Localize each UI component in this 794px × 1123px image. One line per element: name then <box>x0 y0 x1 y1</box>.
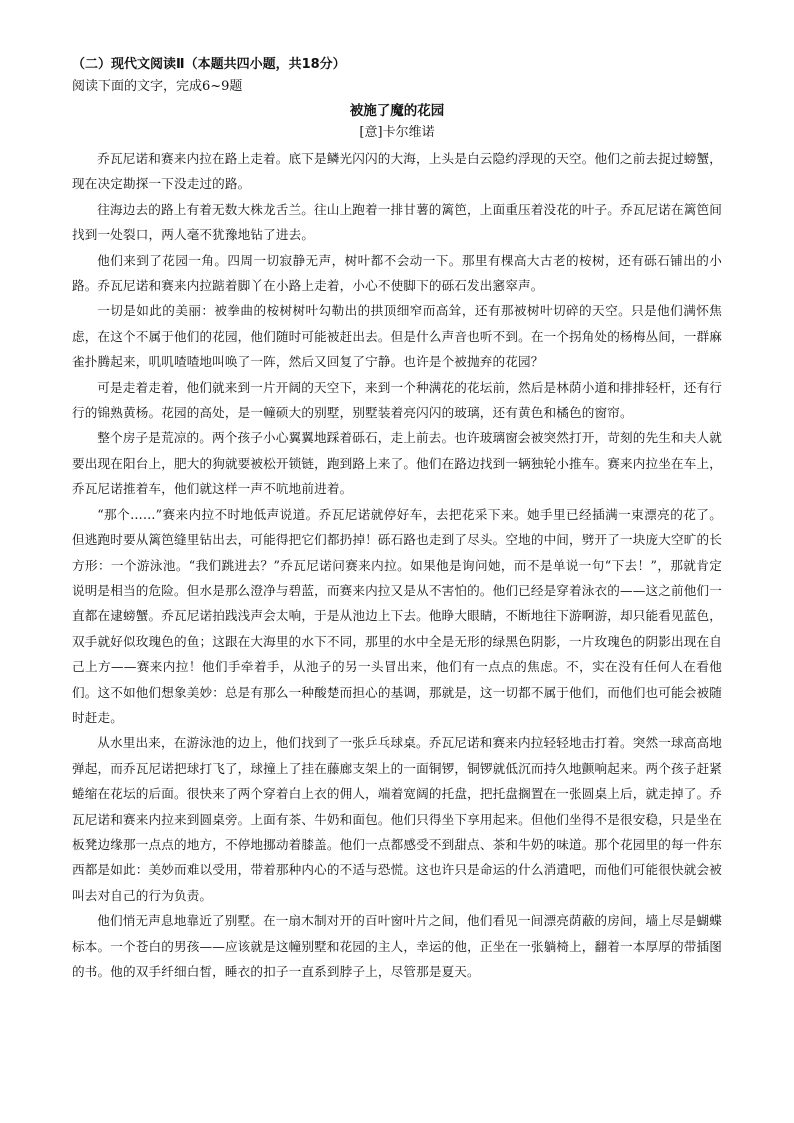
article-body <box>72 146 722 984</box>
paragraph: 往海边去的路上有着无数大株龙舌兰。往山上跑着一排甘薯的篱笆，上面重压着没花的叶子。乔瓦尼诺在篱笆间找到一处裂口，两人毫不犹豫地钻了进去。 <box>72 201 722 243</box>
section-heading: （二）现代文阅读Ⅱ（本题共四小题，共18分） <box>72 57 346 72</box>
paragraph: “那个……”赛来内拉不时地低声说道。乔瓦尼诺就停好车，去把花采下来。她手里已经插满一束漂亮的花了。但逃跑时要从篱笆缝里钻出去，可能得把它们都扔掉！砾石路也走到了尽头。空地的中间，劈开了一块庞大空旷的长方形：一个游泳池。“我们跳进去？”乔瓦尼诺问赛来内拉。如果他是询问她，而不是单说一句“下去！”，那就肯定说明是相当的危险。但水是那么澄净与碧蓝，而赛来内拉又是从不害怕的。他们已经是穿着泳衣的——这之前他们一直都在逮螃蟹。乔瓦尼诺拍践浅声会太响，于是从池边上下去。他睁大眼睛，不断地往下游啊游，却只能看见蓝色，双手就好似玫瑰色的鱼；这跟在大海里的水下不同，那里的水中全是无形的绿黑色阴影，一片玫瑰色的阴影出现在自己上方——赛来内拉！他们手牵着手，从池子的另一头冒出来，他们有一点点的焦虑。不，实在没有任何人在看他们。这不如他们想象美妙：总是有那么一种酸楚而担心的基调，那就是，这一切都不属于他们，而他们也可能会被随时赶走。 <box>72 506 722 725</box>
paragraph: 乔瓦尼诺和赛来内拉在路上走着。底下是鳞光闪闪的大海，上头是白云隐约浮现的天空。他们之前去捉过螃蟹，现在决定勘探一下没走过的路。 <box>72 151 722 192</box>
article-author: [意]卡尔维诺 <box>359 125 435 140</box>
article-title: 被施了魔的花园 <box>349 103 445 119</box>
reading-page <box>72 54 722 984</box>
paragraph: 他们悄无声息地靠近了别墅。在一扇木制对开的百叶窗叶片之间，他们看见一间漂亮荫蔽的房间，墙上尽是蝴蝶标本。一个苍白的男孩——应该就是这幢别墅和花园的主人，幸运的他，正坐在一张躺椅上，翻着一本厚厚的带插图的书。他的双手纤细白皙，睡衣的扣子一直系到脖子上，尽管那是夏天。 <box>72 913 722 979</box>
reading-instruction: 阅读下面的文字，完成6~9题 <box>72 79 243 94</box>
paragraph: 整个房子是荒凉的。两个孩子小心翼翼地踩着砾石，走上前去。也许玻璃窗会被突然打开，苛刻的先生和夫人就要出现在阳台上，肥大的狗就要被松开锁链，跑到路上来了。他们在路边找到一辆独轮小推车。赛来内拉坐在车上，乔瓦尼诺推着车，他们就这样一声不吭地前进着。 <box>72 430 722 497</box>
paragraph: 他们来到了花园一角。四周一切寂静无声，树叶都不会动一下。那里有棵高大古老的桉树，还有砾石铺出的小路。乔瓦尼诺和赛来内拉踮着脚丫在小路上走着，小心不使脚下的砾石发出窸窣声。 <box>72 252 722 294</box>
paragraph: 一切是如此的美丽：被拳曲的桉树树叶勾勒出的拱顶细窄而高耸，还有那被树叶切碎的天空。只是他们满怀焦虑，在这个不属于他们的花园，他们随时可能被赶出去。但是什么声音也听不到。在一个拐角处的杨梅丛间，一群麻雀扑腾起来，叽叽喳喳地叫唤了一阵，然后又回复了宁静。也许是个被抛弃的花园？ <box>72 303 722 370</box>
paragraph: 从水里出来，在游泳池的边上，他们找到了一张乒乓球桌。乔瓦尼诺和赛来内拉轻轻地击打着。突然一球高高地弹起，而乔瓦尼诺把球打飞了，球撞上了挂在藤廊支架上的一面铜锣，铜锣就低沉而持久地颤响起来。两个孩子赶紧蜷缩在花坛的后面。很快来了两个穿着白上衣的佣人，端着宽阔的托盘，把托盘搁置在一张圆桌上后，就走掉了。乔瓦尼诺和赛来内拉来到圆桌旁。上面有茶、牛奶和面包。他们只得坐下享用起来。但他们坐得不是很安稳，只是坐在板凳边缘那一点点的地方，不停地挪动着膝盖。他们一点都感受不到甜点、茶和牛奶的味道。那个花园里的每一件东西都是如此：美妙而难以受用，带着那种内心的不适与恐慌。这也许只是命运的什么消遣吧，而他们可能很快就会被叫去对自己的行为负责。 <box>72 735 722 903</box>
paragraph: 可是走着走着，他们就来到一片开阔的天空下，来到一个种满花的花坛前，然后是林荫小道和排排轻杆，还有行行的锦熟黄杨。花园的高处，是一幢硕大的别墅，别墅装着亮闪闪的玻璃，还有黄色和橘色的窗帘。 <box>72 379 722 421</box>
